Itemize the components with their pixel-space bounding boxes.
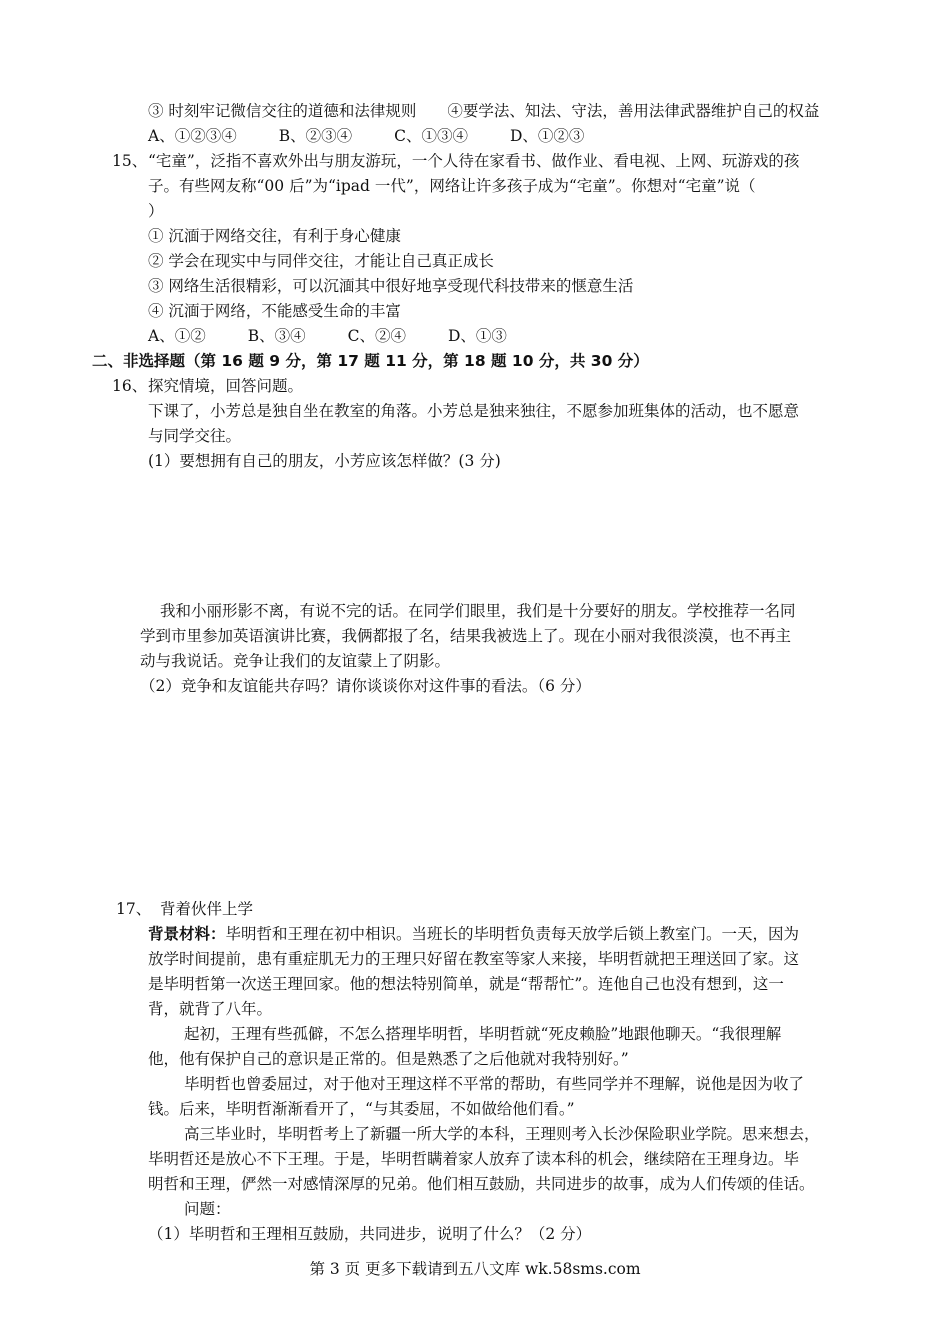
q16-subquestion-2: （2）竞争和友谊能共存吗？请你谈谈你对这件事的看法。（6 分） [140, 677, 591, 695]
q17-p2-line2: 他，他有保护自己的意识是正常的。但是熟悉了之后他就对我特别好。” [148, 1050, 629, 1068]
q15-choice-c: C、②④ [347, 327, 406, 345]
q17-title: 背着伙伴上学 [160, 900, 254, 918]
q14-choice-d: D、①②③ [509, 127, 585, 145]
q15-choice-d: D、①③ [447, 327, 507, 345]
q15-choices [148, 325, 507, 347]
q14-choice-b: B、②③④ [278, 127, 353, 145]
q17-p3-line1: 毕明哲也曾委屈过，对于他对王理这样不平常的帮助，有些同学并不理解，说他是因为收了 [184, 1075, 805, 1093]
q16-title: 探究情境，回答问题。 [148, 377, 304, 395]
q15-stem-line3: ） [148, 202, 164, 220]
q14-choices [148, 125, 584, 147]
q15-option-1: ① 沉湎于网络交往，有利于身心健康 [148, 227, 401, 245]
q17-question-label: 问题： [184, 1200, 231, 1218]
q17-bg-line1 [148, 923, 799, 945]
q17-bg-line3: 是毕明哲第一次送王理回家。他的想法特别简单，就是“帮帮忙”。连他自己也没有想到，这一 [148, 975, 784, 993]
q17-p3-line2: 钱。后来，毕明哲渐渐看开了，“与其委屈，不如做给他们看。” [148, 1100, 575, 1118]
q16-para2-line2: 学到市里参加英语演讲比赛，我俩都报了名，结果我被选上了。现在小丽对我很淡漠，也不再主 [140, 627, 792, 645]
q16-para1-line1: 下课了，小芳总是独自坐在教室的角落。小芳总是独来独往，不愿参加班集体的活动，也不愿意 [148, 402, 800, 420]
q17-p2-line1: 起初，王理有些孤僻，不怎么搭理毕明哲，毕明哲就“死皮赖脸”地跟他聊天。“我很理解 [184, 1025, 782, 1043]
q15-stem-line1: “宅童”，泛指不喜欢外出与朋友游玩，一个人待在家看书、做作业、看电视、上网、玩游戏的孩 [148, 152, 800, 170]
q17-number: 17、 [116, 900, 152, 918]
q15-option-4: ④ 沉湎于网络，不能感受生命的丰富 [148, 302, 401, 320]
section2-heading: 二、非选择题（第 16 题 9 分，第 17 题 11 分，第 18 题 10 分，共 30 分） [92, 352, 649, 370]
q16-para2-line3: 动与我说话。竞争让我们的友谊蒙上了阴影。 [140, 652, 451, 670]
q16-number: 16、 [112, 377, 148, 395]
q17-p4-line1: 高三毕业时，毕明哲考上了新疆一所大学的本科，王理则考入长沙保险职业学院。思来想去， [184, 1125, 820, 1143]
q14-option-line: ③ 时刻牢记微信交往的道德和法律规则 ④要学法、知法、守法，善用法律武器维护自己的权益 [148, 102, 820, 120]
q14-choice-c: C、①③④ [394, 127, 468, 145]
q17-p4-line3: 明哲和王理，俨然一对感情深厚的兄弟。他们相互鼓励，共同进步的故事，成为人们传颂的佳话。 [148, 1175, 815, 1193]
q17-bg-line1-text: 毕明哲和王理在初中相识。当班长的毕明哲负责每天放学后锁上教室门。一天，因为 [225, 925, 800, 943]
q15-option-3: ③ 网络生活很精彩，可以沉湎其中很好地享受现代科技带来的惬意生活 [148, 277, 634, 295]
page-footer: 第 3 页 更多下载请到五八文库 wk.58sms.com [309, 1260, 641, 1278]
q15-choice-a: A、①② [148, 327, 206, 345]
q15-option-2: ② 学会在现实中与同伴交往，才能让自己真正成长 [148, 252, 494, 270]
q17-bg-label: 背景材料： [148, 925, 226, 943]
q16-subquestion-1: (1）要想拥有自己的朋友，小芳应该怎样做？(3 分) [148, 452, 501, 470]
q15-number: 15、 [112, 152, 148, 170]
q17-bg-line4: 背，就背了八年。 [148, 1000, 273, 1018]
q16-para1-line2: 与同学交往。 [148, 427, 242, 445]
q16-para2-line1: 我和小丽形影不离，有说不完的话。在同学们眼里，我们是十分要好的朋友。学校推荐一名同 [160, 602, 796, 620]
q17-p4-line2: 毕明哲还是放心不下王理。于是，毕明哲瞒着家人放弃了读本科的机会，继续陪在王理身边。毕 [148, 1150, 800, 1168]
q15-stem-line2: 子。有些网友称“00 后”为“ipad 一代”，网络让许多孩子成为“宅童”。你想对“宅童”说（ [148, 177, 756, 195]
q15-choice-b: B、③④ [247, 327, 306, 345]
q14-choice-a: A、①②③④ [148, 127, 237, 145]
q17-bg-line2: 放学时间提前，患有重症肌无力的王理只好留在教室等家人来接，毕明哲就把王理送回了家。这 [148, 950, 800, 968]
q17-subquestion-1: （1）毕明哲和王理相互鼓励，共同进步，说明了什么？（2 分） [148, 1225, 592, 1243]
